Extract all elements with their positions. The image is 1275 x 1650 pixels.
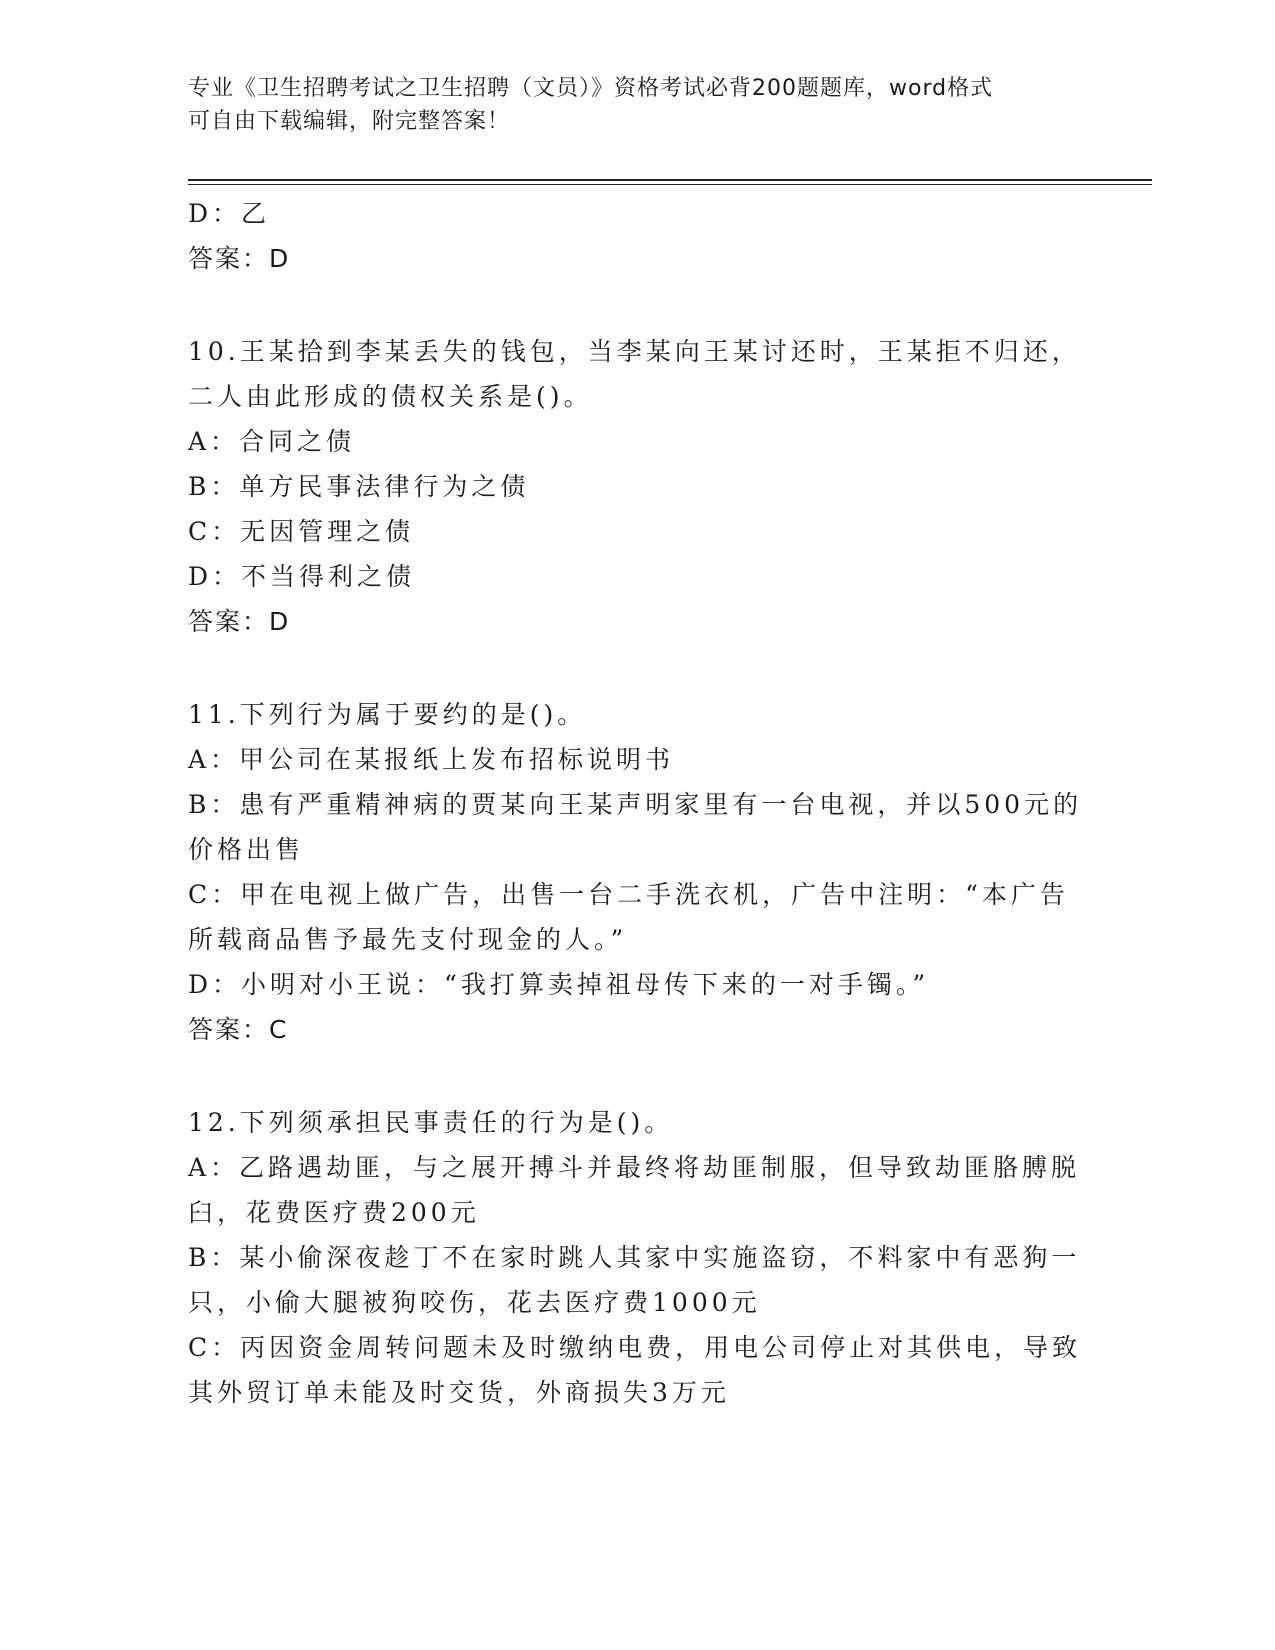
- spacer: [188, 1052, 1078, 1100]
- question-10: [188, 329, 1081, 644]
- question-stem: 11.下列行为属于要约的是()。: [188, 700, 587, 729]
- option-b: B：某小偷深夜趁丁不在家时跳人其家中实施盗窃，不料家中有恶狗一: [188, 1243, 1081, 1272]
- option-c: C：无因管理之债: [188, 517, 415, 546]
- header-line-2: 可自由下载编辑，附完整答案！: [188, 109, 511, 134]
- option-b: B：患有严重精神病的贾某向王某声明家里有一台电视，并以500元的: [188, 790, 1083, 819]
- option-a: A：合同之债: [188, 427, 356, 456]
- option-a: A：乙路遇劫匪，与之展开搏斗并最终将劫匪制服，但导致劫匪胳膊脱: [188, 1153, 1081, 1182]
- option-c-continued: 其外贸订单未能及时交货，外商损失3万元: [188, 1378, 730, 1407]
- option-d: D：小明对小王说：“我打算卖掉祖母传下来的一对手镯。”: [188, 970, 930, 999]
- option-c: C：甲在电视上做广告，出售一台二手洗衣机，广告中注明：“本广告: [188, 880, 1069, 909]
- option-b-continued: 只，小偷大腿被狗咬伤，花去医疗费1000元: [188, 1288, 761, 1317]
- question-stem: 12.下列须承担民事责任的行为是()。: [188, 1108, 674, 1137]
- answer: 答案：D: [188, 607, 291, 636]
- option-d: D：乙: [188, 199, 271, 228]
- option-c: C：丙因资金周转问题未及时缴纳电费，用电公司停止对其供电，导致: [188, 1333, 1082, 1362]
- option-b: B：单方民事法律行为之债: [188, 472, 530, 501]
- option-a: A：甲公司在某报纸上发布招标说明书: [188, 745, 675, 774]
- question-stem: 10.王某拾到李某丢失的钱包，当李某向王某讨还时，王某拒不归还，: [188, 337, 1081, 366]
- question-12: [188, 1100, 1082, 1415]
- question-11: [188, 692, 1083, 1052]
- document-header: [188, 72, 1068, 138]
- option-c-continued: 所载商品售予最先支付现金的人。”: [188, 925, 628, 954]
- option-d: D：不当得利之债: [188, 562, 416, 591]
- spacer: [188, 281, 1078, 329]
- answer: 答案：D: [188, 244, 291, 273]
- spacer: [188, 644, 1078, 692]
- header-divider: [188, 179, 1152, 185]
- header-line-1: 专业《卫生招聘考试之卫生招聘（文员）》资格考试必背200题题库，word格式: [188, 76, 994, 101]
- question-stem: 二人由此形成的债权关系是()。: [188, 382, 593, 411]
- question-content: [188, 191, 1083, 1415]
- option-b-continued: 价格出售: [188, 835, 305, 864]
- answer: 答案：C: [188, 1015, 289, 1044]
- option-a-continued: 臼，花费医疗费200元: [188, 1198, 480, 1227]
